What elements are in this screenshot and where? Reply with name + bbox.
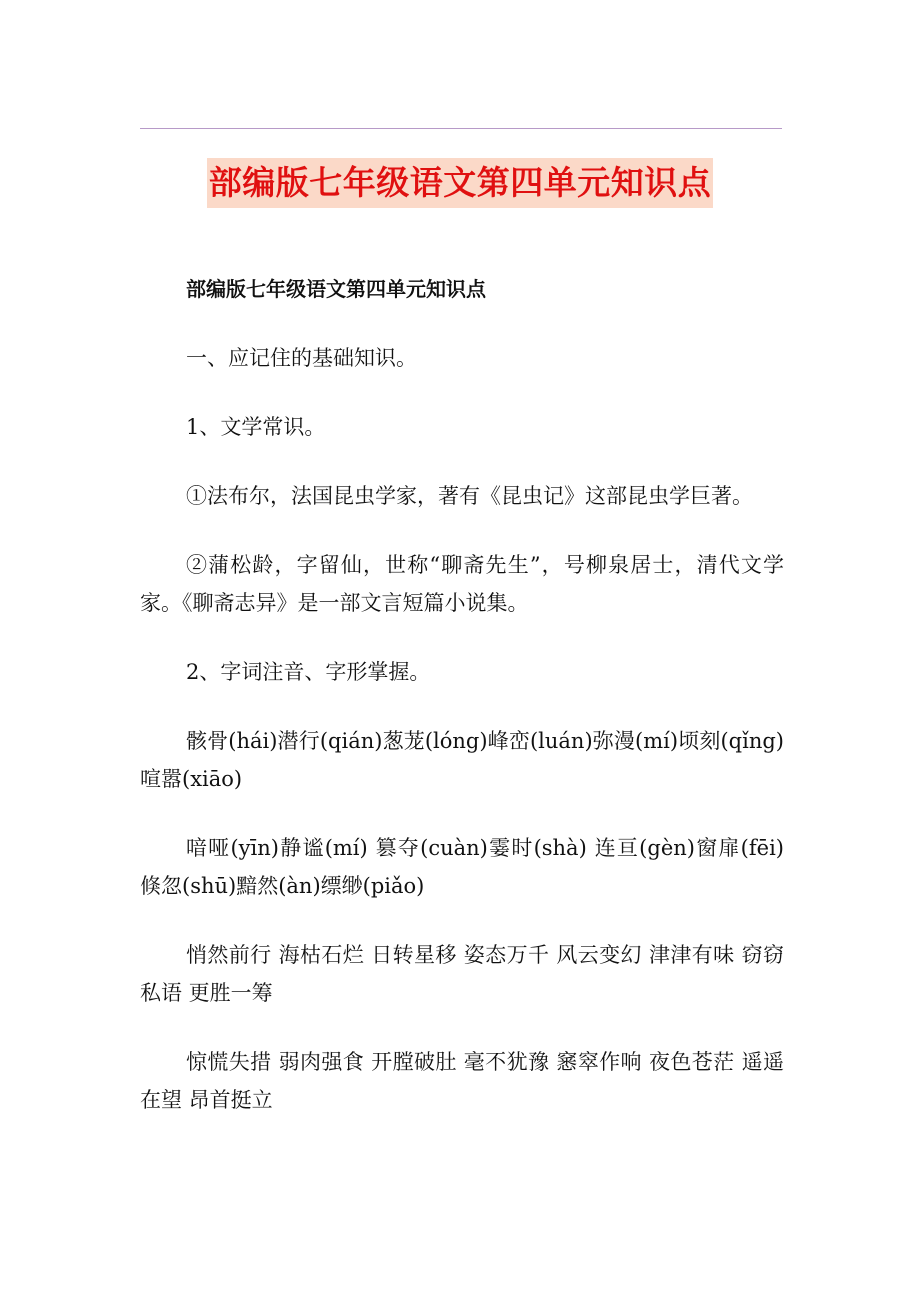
paragraph: ②蒲松龄，字留仙，世称“聊斋先生”，号柳泉居士，清代文学家。《聊斋志异》是一部文言短篇小说集。	[140, 553, 784, 615]
paragraph: 悄然前行 海枯石烂 日转星移 姿态万千 风云变幻 津津有味 窃窃私语 更胜一筹	[140, 943, 784, 1005]
paragraph: ①法布尔，法国昆虫学家，著有《昆虫记》这部昆虫学巨著。	[186, 484, 753, 508]
document-title: 部编版七年级语文第四单元知识点	[207, 158, 714, 208]
paragraph: 1、文学常识。	[186, 415, 326, 439]
paragraph: 喑哑(yīn)静谧(mí) 篡夺(cuàn)霎时(shà) 连亘(gèn)窗扉(fēi) 倏忽(shū)黯然(àn)缥缈(piǎo)	[140, 836, 784, 898]
title-container	[0, 158, 920, 208]
paragraph: 骸骨(hái)潜行(qián)葱茏(lóng)峰峦(luán)弥漫(mí)顷刻(qǐng)喧嚣(xiāo)	[140, 729, 784, 791]
paragraph: 一、应记住的基础知识。	[186, 346, 417, 370]
document-body	[140, 270, 784, 1150]
section-heading: 部编版七年级语文第四单元知识点	[186, 277, 486, 301]
header-divider	[140, 128, 782, 129]
paragraph: 2、字词注音、字形掌握。	[186, 660, 431, 684]
paragraph: 惊慌失措 弱肉强食 开膛破肚 毫不犹豫 窸窣作响 夜色苍茫 遥遥在望 昂首挺立	[140, 1050, 784, 1112]
